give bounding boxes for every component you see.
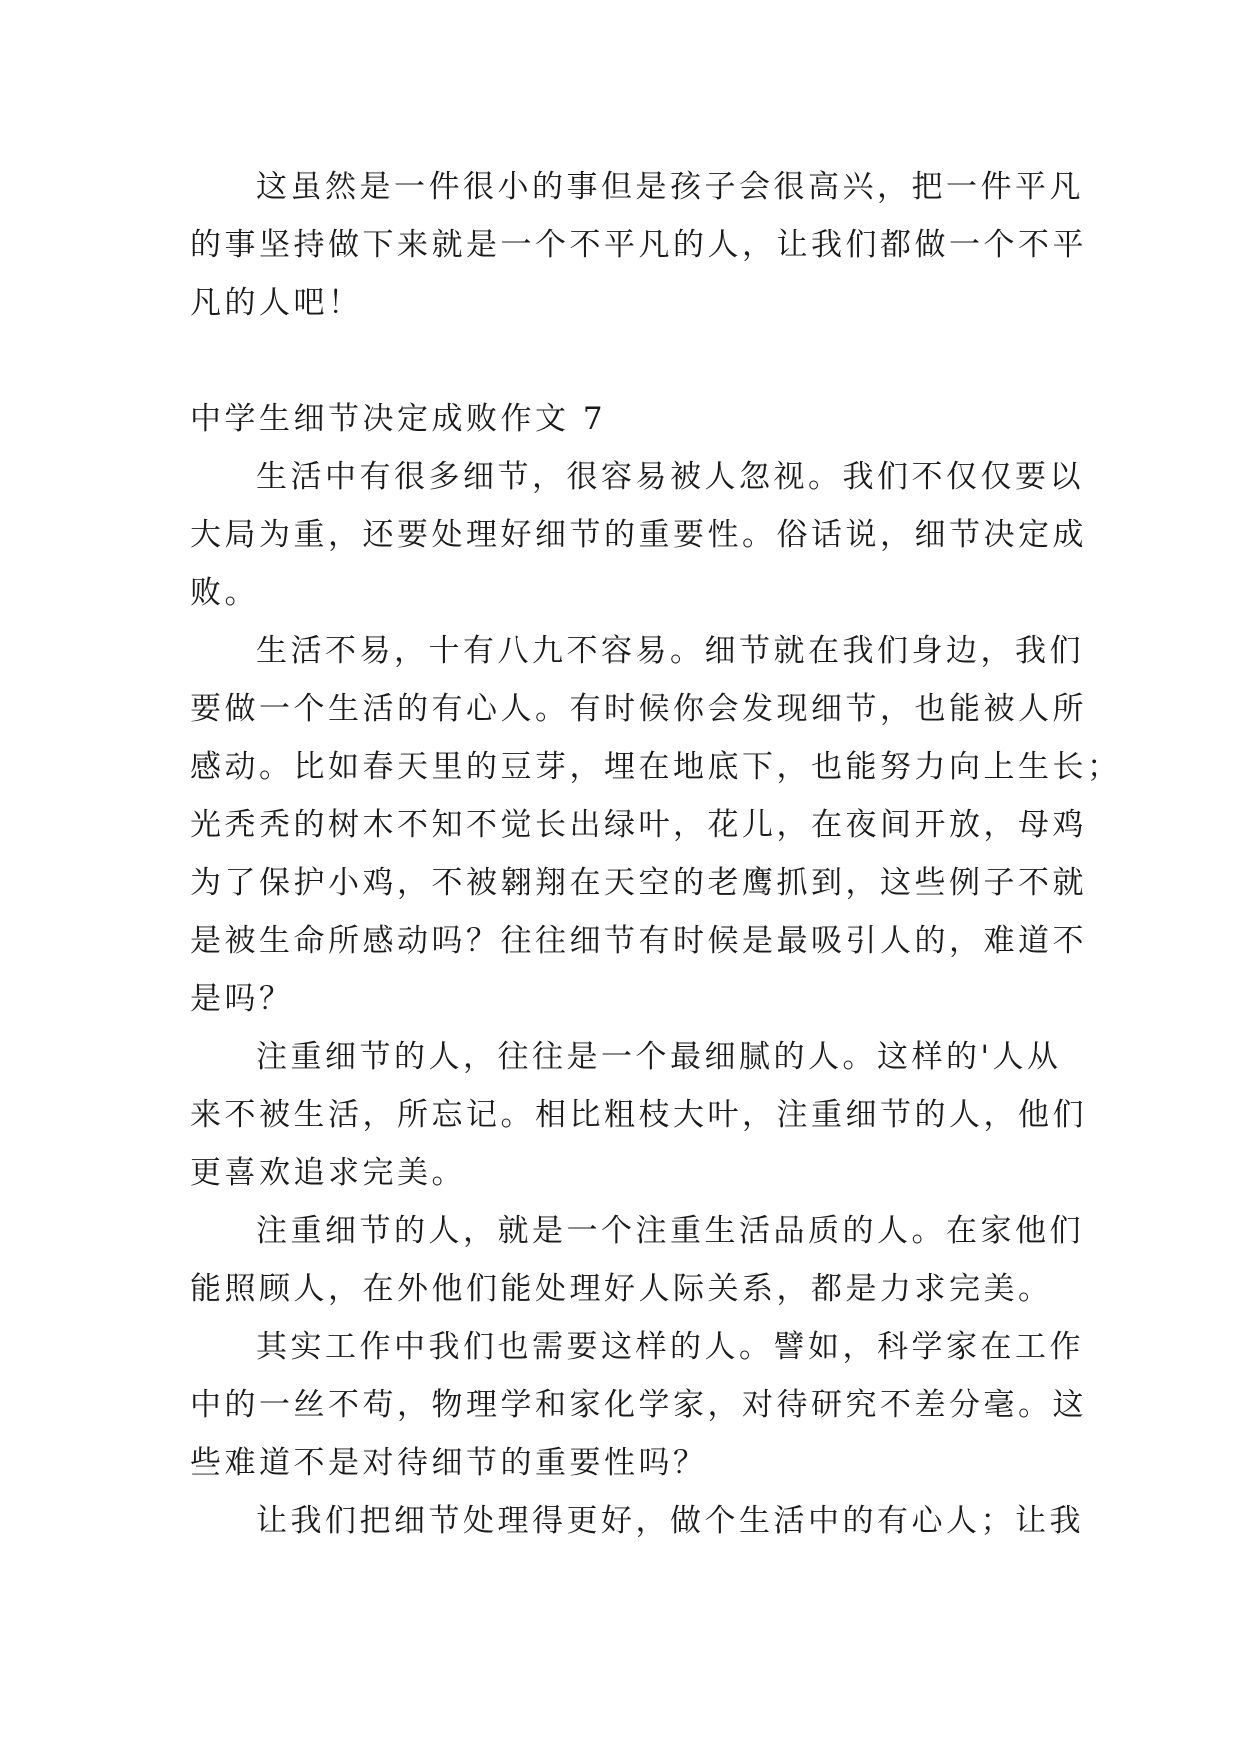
text-line: 凡的人吧！ xyxy=(190,285,363,321)
text-line: 大局为重，还要处理好细节的重要性。俗话说，细节决定成 xyxy=(190,517,1087,553)
paragraph-6 xyxy=(190,1492,1084,1550)
text-line: 为了保护小鸡，不被翱翔在天空的老鹰抓到，这些例子不就 xyxy=(190,865,1087,901)
text-line: 能照顾人，在外他们能处理好人际关系，都是力求完美。 xyxy=(190,1271,1053,1307)
text-line: 注重细节的人，往往是一个最细腻的人。这样的'人从 xyxy=(256,1039,1062,1075)
text-line: 光秃秃的树木不知不觉长出绿叶，花儿，在夜间开放，母鸡 xyxy=(190,807,1087,843)
essay-heading: 中学生细节决定成败作文 7 xyxy=(190,401,607,437)
text-line: 些难道不是对待细节的重要性吗？ xyxy=(190,1445,708,1481)
text-line: 更喜欢追求完美。 xyxy=(190,1155,466,1191)
text-line: 生活不易，十有八九不容易。细节就在我们身边，我们 xyxy=(256,633,1084,669)
text-line: 败。 xyxy=(190,575,259,611)
text-line: 中的一丝不苟，物理学和家化学家，对待研究不差分毫。这 xyxy=(190,1387,1087,1423)
text-line: 感动。比如春天里的豆芽，埋在地底下，也能努力向上生长； xyxy=(190,749,1122,785)
paragraph-1 xyxy=(190,448,1087,622)
text-line: 要做一个生活的有心人。有时候你会发现细节，也能被人所 xyxy=(190,691,1087,727)
paragraph-4 xyxy=(190,1202,1084,1318)
text-line: 让我们把细节处理得更好，做个生活中的有心人；让我 xyxy=(256,1503,1084,1539)
intro-paragraph xyxy=(190,158,1087,332)
text-line: 来不被生活，所忘记。相比粗枝大叶，注重细节的人，他们 xyxy=(190,1097,1087,1133)
text-line: 生活中有很多细节，很容易被人忽视。我们不仅仅要以 xyxy=(256,459,1084,495)
document-body xyxy=(190,158,1122,1550)
text-line: 的事坚持做下来就是一个不平凡的人，让我们都做一个不平 xyxy=(190,227,1087,263)
text-line: 是吗？ xyxy=(190,981,294,1017)
paragraph-5 xyxy=(190,1318,1087,1492)
text-line: 是被生命所感动吗？往往细节有时候是最吸引人的，难道不 xyxy=(190,923,1087,959)
paragraph-3 xyxy=(190,1028,1087,1202)
text-line: 这虽然是一件很小的事但是孩子会很高兴，把一件平凡 xyxy=(256,169,1084,205)
text-line: 其实工作中我们也需要这样的人。譬如，科学家在工作 xyxy=(256,1329,1084,1365)
text-line: 注重细节的人，就是一个注重生活品质的人。在家他们 xyxy=(256,1213,1084,1249)
paragraph-2 xyxy=(190,622,1122,1028)
